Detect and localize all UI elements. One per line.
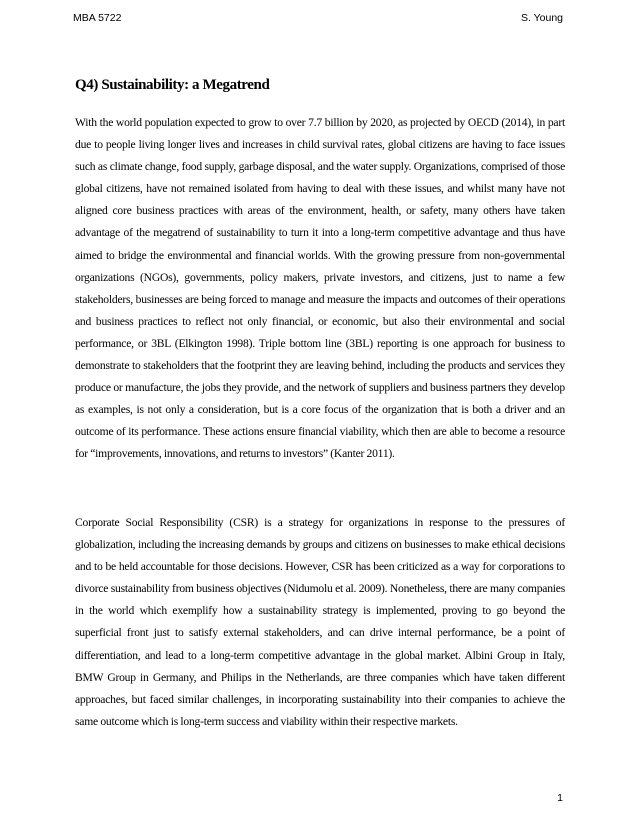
- paragraph-2: Corporate Social Responsibility (CSR) is a strategy for organizations in response to the pressures of globalization, including the increasing demands by groups and citizens on businesses to make ethical decisions and to be held accountable for those decisions. However, CSR has been criticized as a way for corporations to divorce sustainability from business objectives (Nidumolu et al. 2009). Nonetheless, there are many companies in the world which exemplify how a sustainability strategy is implemented, proving to go beyond the superficial front just to satisfy external stakeholders, and can drive internal performance, be a point of differentiation, and lead to a long-term competitive advantage in the global market. Albini Group in Italy, BMW Group in Germany, and Philips in the Netherlands, are three companies which have taken different approaches, but faced similar challenges, in incorporating sustainability into their companies to achieve the same outcome which is long-term success and viability within their respective markets.: [75, 516, 565, 728]
- paragraph-1: With the world population expected to grow to over 7.7 billion by 2020, as projected by OECD (2014), in part due to people living longer lives and increases in child survival rates, global citizens are having to face issues such as climate change, food supply, garbage disposal, and the water supply. Organizations, comprised of those global citizens, have not remained isolated from having to deal with these issues, and whilst many have not aligned core business practices with areas of the environment, health, or safety, many others have taken advantage of the megatrend of sustainability to turn it into a long-term competitive advantage and thus have aimed to bridge the environmental and financial worlds. With the growing pressure from non-governmental organizations (NGOs), governments, policy makers, private investors, and citizens, just to name a few stakeholders, businesses are being forced to manage and measure the impacts and outcomes of their operations and business practices to reflect not only financial, or economic, but also their environmental and social performance, or 3BL (Elkington 1998). Triple bottom line (3BL) reporting is one approach for business to demonstrate to stakeholders that the footprint they are leaving behind, including the products and services they produce or manufacture, the jobs they provide, and the network of suppliers and business partners they develop as examples, is not only a consideration, but is a core focus of the organization that is both a driver and an outcome of its performance. These actions ensure financial viability, which then are able to become a resource for “improvements, innovations, and returns to investors” (Kanter 2011).: [75, 116, 565, 461]
- header-course: MBA 5722: [73, 12, 122, 24]
- header-author: S. Young: [520, 12, 563, 24]
- page-number: 1: [557, 792, 563, 804]
- section-title: Q4) Sustainability: a Megatrend: [75, 77, 270, 93]
